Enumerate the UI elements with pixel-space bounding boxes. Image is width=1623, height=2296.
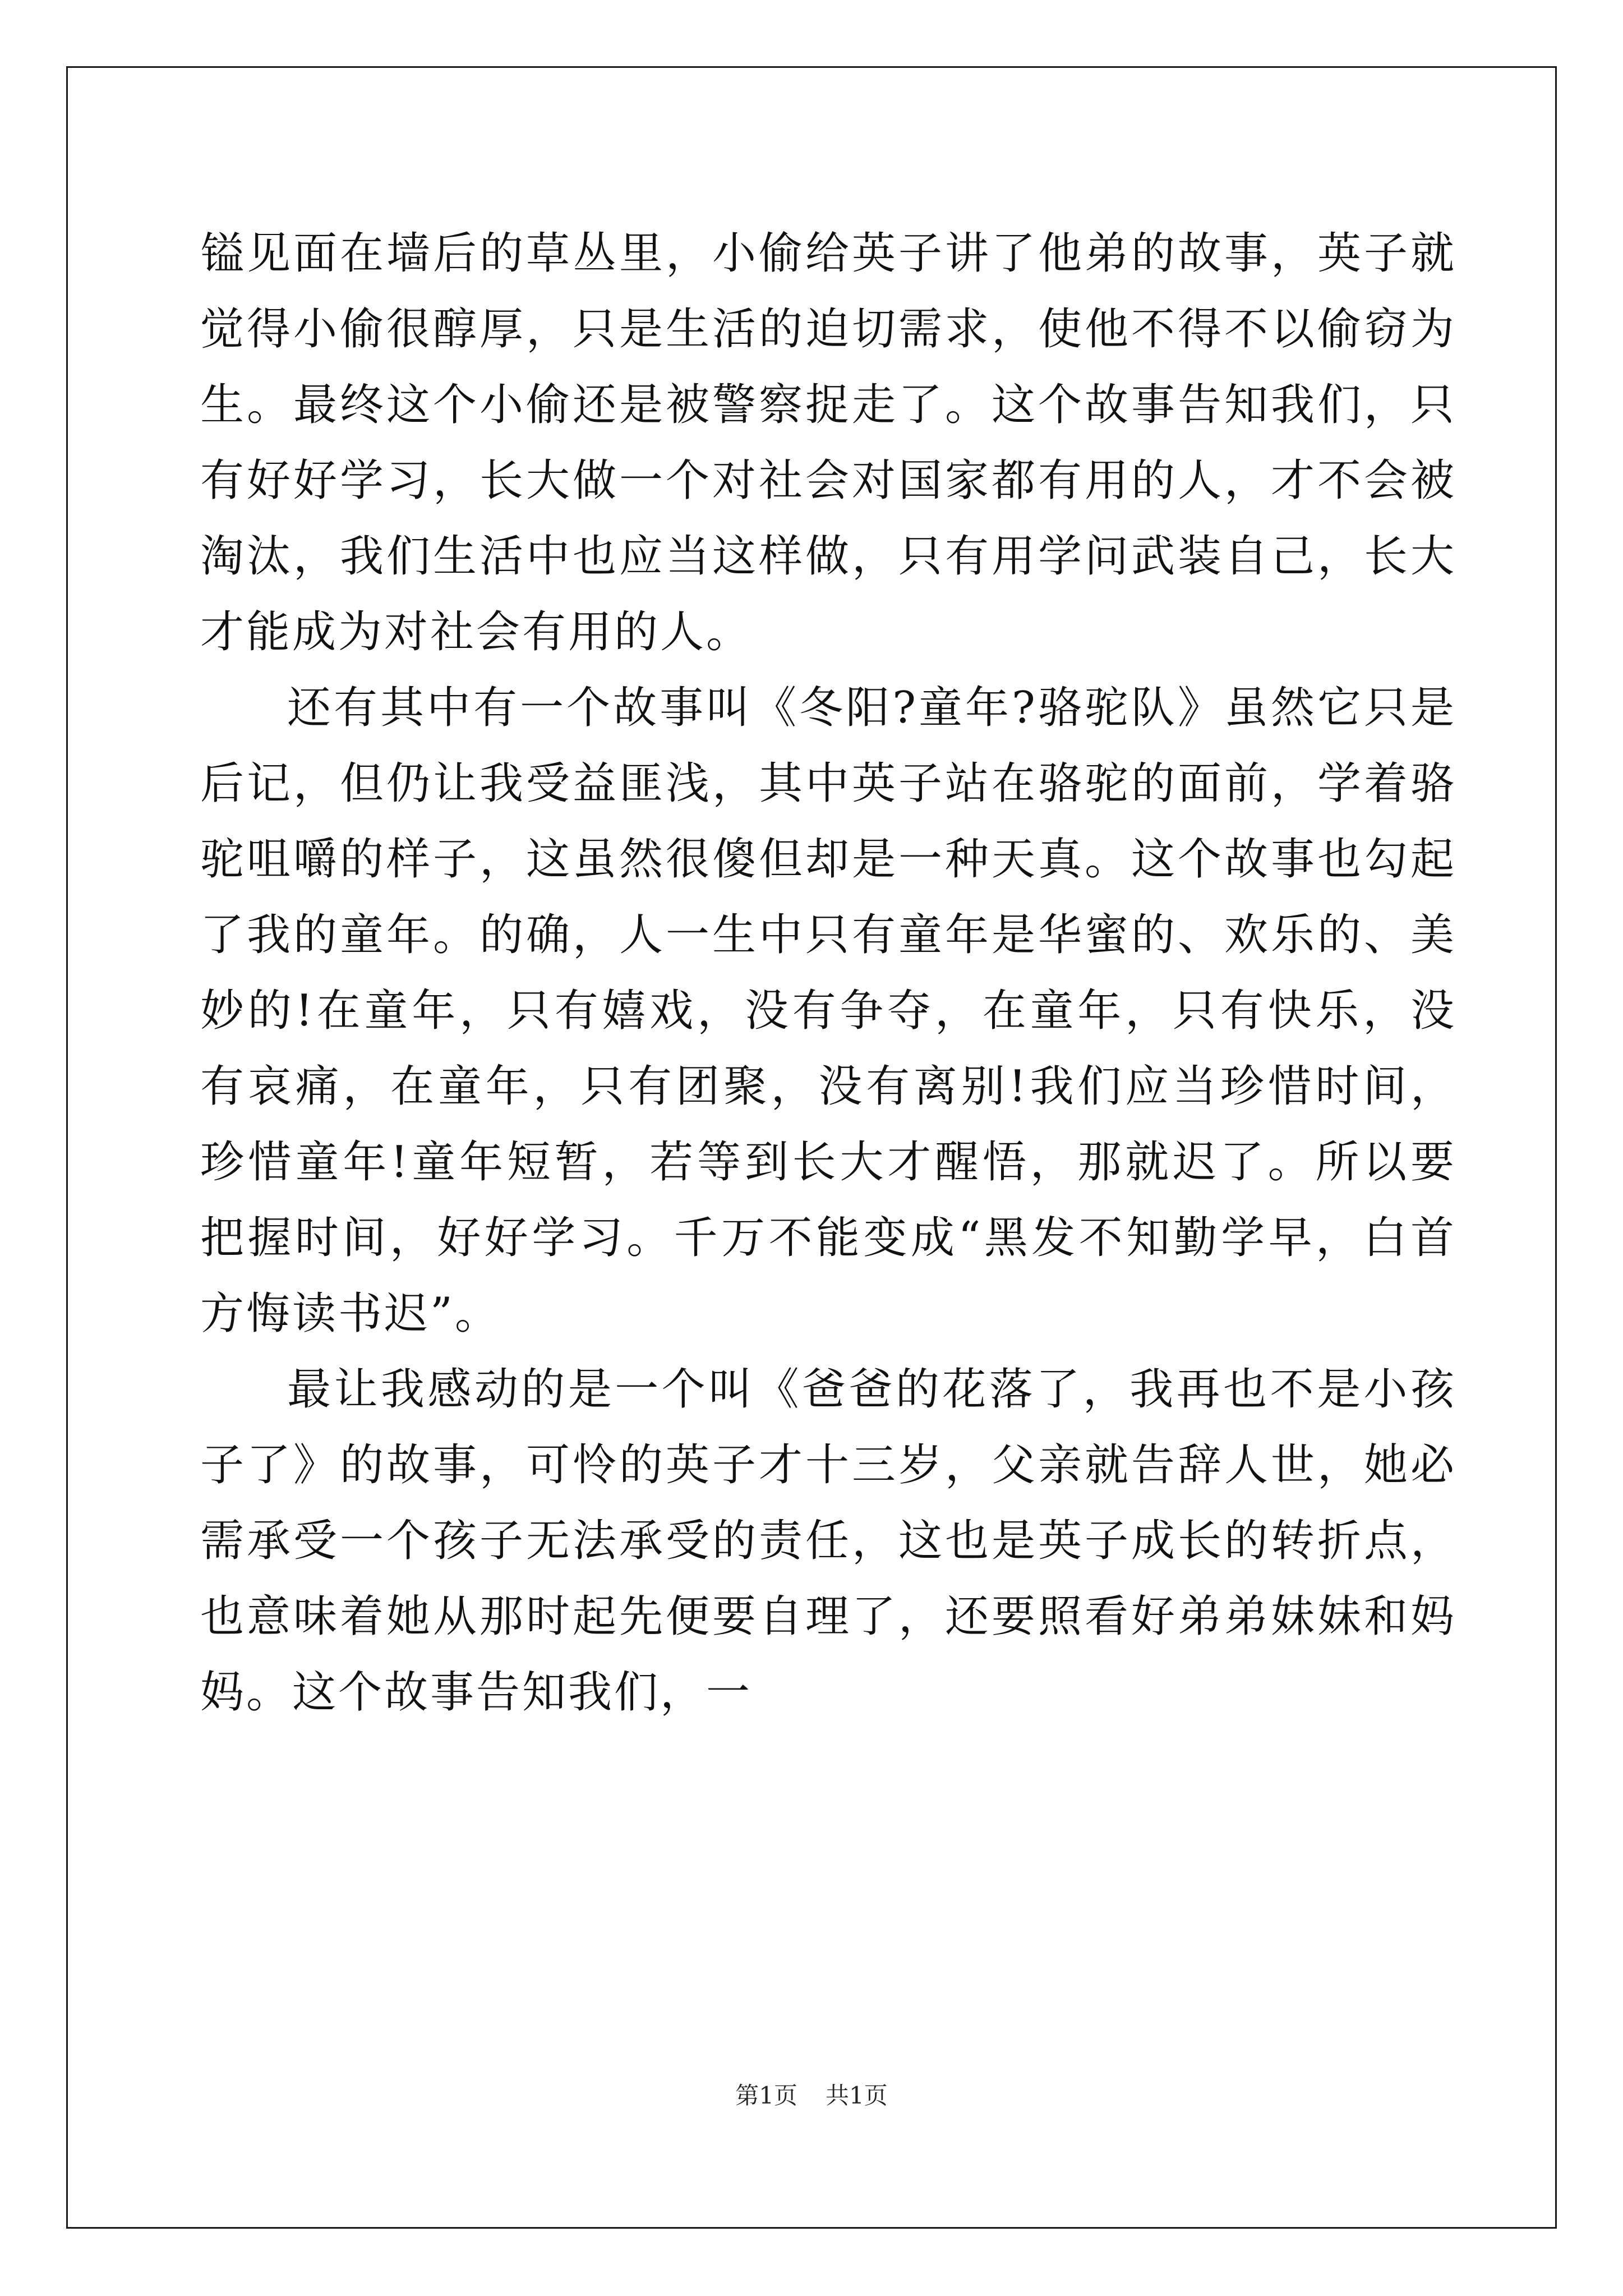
paragraph-1: 镒见面在墙后的草丛里，小偷给英子讲了他弟的故事，英子就觉得小偷很醇厚，只是生活的迫切需求，使他不得不以偷窃为生。最终这个小偷还是被警察捉走了。这个故事告知我们，只有好好学习，长大做一个对社会对国家都有用的人，才不会被淘汰，我们生活中也应当这样做，只有用学问武装自己，长大才能成为对社会有用的人。 [200, 228, 1456, 657]
paragraph-2: 还有其中有一个故事叫《冬阳?童年?骆驼队》虽然它只是后记，但仍让我受益匪浅，其中英子站在骆驼的面前，学着骆驼咀嚼的样子，这虽然很傻但却是一种天真。这个故事也勾起了我的童年。的确，人一生中只有童年是华蜜的、欢乐的、美妙的!在童年，只有嬉戏，没有争夺，在童年，只有快乐，没有哀痛，在童年，只有团聚，没有离别!我们应当珍惜时间，珍惜童年!童年短暂，若等到长大才醒悟，那就迟了。所以要把握时间，好好学习。千万不能变成“黑发不知勤学早，白首方悔读书迟”。 [200, 683, 1456, 1339]
document-body [200, 216, 1456, 1731]
page-total: 共1页 [826, 2082, 888, 2109]
page-number: 第1页 [735, 2082, 797, 2109]
page-footer [0, 2079, 1623, 2113]
paragraph-3: 最让我感动的是一个叫《爸爸的花落了，我再也不是小孩子了》的故事，可怜的英子才十三岁，父亲就告辞人世，她必需承受一个孩子无法承受的责任，这也是英子成长的转折点，也意味着她从那时起先便要自理了，还要照看好弟弟妹妹和妈妈。这个故事告知我们，一 [200, 1364, 1456, 1718]
